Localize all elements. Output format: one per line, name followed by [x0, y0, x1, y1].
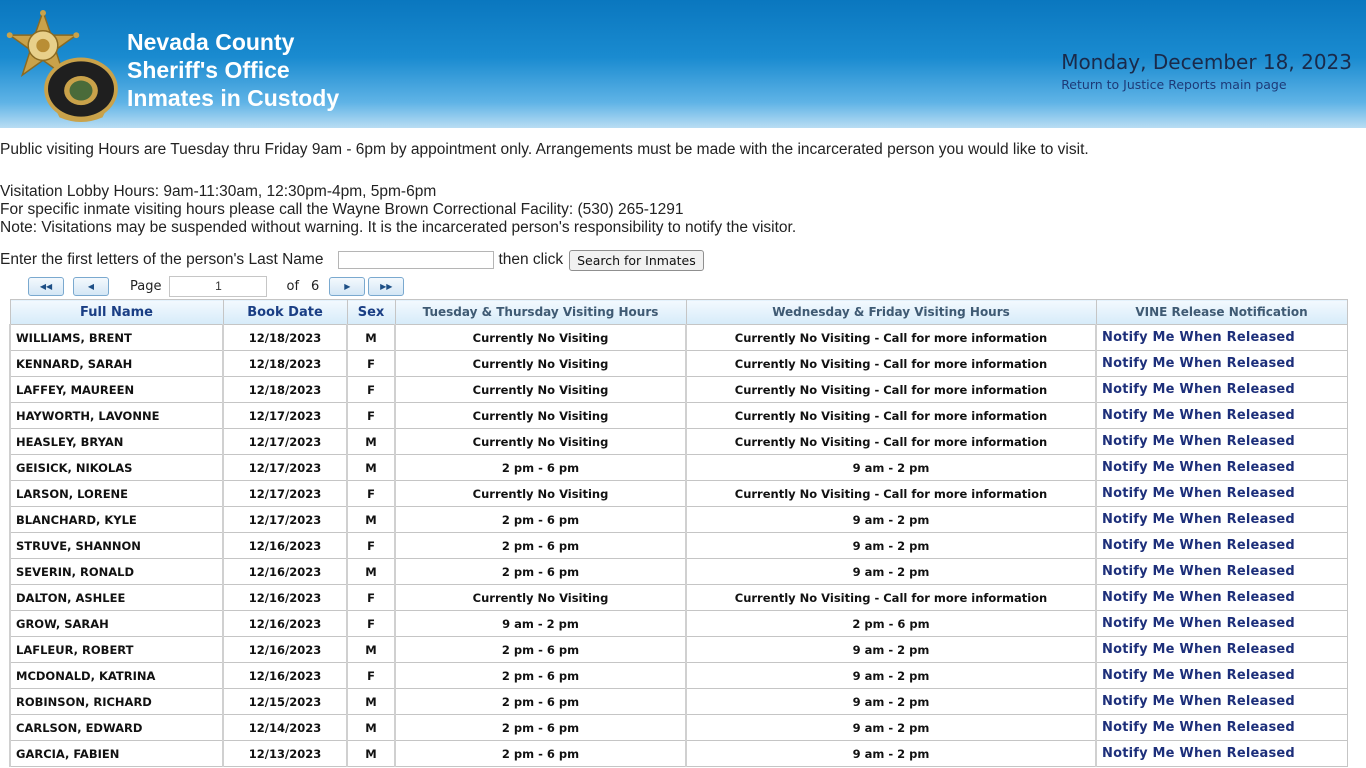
inmate-full-name: WILLIAMS, BRENT	[10, 325, 223, 351]
table-row	[10, 689, 1347, 715]
wed-fri-hours: Currently No Visiting - Call for more information	[686, 481, 1096, 507]
inmate-full-name: LARSON, LORENE	[10, 481, 223, 507]
inmate-full-name: ROBINSON, RICHARD	[10, 689, 223, 715]
book-date: 12/18/2023	[223, 325, 347, 351]
book-date: 12/18/2023	[223, 351, 347, 377]
notify-me-link[interactable]: Notify Me When Released	[1096, 741, 1347, 767]
pager	[28, 276, 404, 296]
wed-fri-hours: Currently No Visiting - Call for more information	[686, 403, 1096, 429]
sex: M	[347, 429, 395, 455]
wed-fri-hours: Currently No Visiting - Call for more information	[686, 351, 1096, 377]
prev-page-button[interactable]	[73, 277, 109, 296]
notify-me-link[interactable]: Notify Me When Released	[1096, 663, 1347, 689]
wed-fri-hours: 9 am - 2 pm	[686, 533, 1096, 559]
tue-thu-hours: 2 pm - 6 pm	[395, 455, 686, 481]
inmate-full-name: GROW, SARAH	[10, 611, 223, 637]
inmate-full-name: LAFFEY, MAUREEN	[10, 377, 223, 403]
book-date: 12/17/2023	[223, 403, 347, 429]
book-date: 12/14/2023	[223, 715, 347, 741]
last-name-search-input[interactable]	[338, 251, 494, 269]
col-header-vine-notification: VINE Release Notification	[1096, 300, 1347, 325]
date-block	[1061, 50, 1352, 92]
sex: M	[347, 637, 395, 663]
tue-thu-hours: Currently No Visiting	[395, 481, 686, 507]
sex: F	[347, 663, 395, 689]
book-date: 12/16/2023	[223, 611, 347, 637]
notify-me-link[interactable]: Notify Me When Released	[1096, 637, 1347, 663]
tue-thu-hours: Currently No Visiting	[395, 351, 686, 377]
sex: M	[347, 689, 395, 715]
sex: M	[347, 455, 395, 481]
sex: F	[347, 585, 395, 611]
table-row	[10, 663, 1347, 689]
sex: M	[347, 741, 395, 767]
inmate-full-name: LAFLEUR, ROBERT	[10, 637, 223, 663]
col-header-tue-thu-hours: Tuesday & Thursday Visiting Hours	[395, 300, 686, 325]
table-row	[10, 637, 1347, 663]
book-date: 12/16/2023	[223, 663, 347, 689]
sex: F	[347, 481, 395, 507]
inmate-full-name: GEISICK, NIKOLAS	[10, 455, 223, 481]
prev-page-icon: ◀	[87, 281, 95, 291]
sex: M	[347, 507, 395, 533]
page-number-input[interactable]	[169, 276, 267, 297]
inmate-full-name: HEASLEY, BRYAN	[10, 429, 223, 455]
tue-thu-hours: Currently No Visiting	[395, 403, 686, 429]
book-date: 12/17/2023	[223, 481, 347, 507]
tue-thu-hours: 2 pm - 6 pm	[395, 559, 686, 585]
inmate-full-name: CARLSON, EDWARD	[10, 715, 223, 741]
first-page-button[interactable]	[28, 277, 64, 296]
tue-thu-hours: 2 pm - 6 pm	[395, 637, 686, 663]
page-title	[127, 28, 339, 112]
book-date: 12/16/2023	[223, 585, 347, 611]
table-row	[10, 741, 1347, 767]
site-header	[0, 0, 1366, 128]
col-header-full-name[interactable]: Full Name	[10, 300, 223, 325]
inmate-full-name: BLANCHARD, KYLE	[10, 507, 223, 533]
tue-thu-hours: 9 am - 2 pm	[395, 611, 686, 637]
col-header-sex[interactable]: Sex	[347, 300, 395, 325]
table-row	[10, 325, 1347, 351]
book-date: 12/17/2023	[223, 455, 347, 481]
search-row	[0, 249, 704, 271]
visiting-hours-notice: Public visiting Hours are Tuesday thru Friday 9am - 6pm by appointment only. Arrangements must be made with the incarcerated person you would like to visit.	[0, 141, 1089, 158]
inmate-full-name: GARCIA, FABIEN	[10, 741, 223, 767]
table-row	[10, 533, 1347, 559]
notify-me-link[interactable]: Notify Me When Released	[1096, 611, 1347, 637]
tue-thu-hours: 2 pm - 6 pm	[395, 715, 686, 741]
wed-fri-hours: 9 am - 2 pm	[686, 663, 1096, 689]
title-line-county: Nevada County	[127, 29, 295, 55]
tue-thu-hours: Currently No Visiting	[395, 585, 686, 611]
inmate-full-name: DALTON, ASHLEE	[10, 585, 223, 611]
notify-me-link[interactable]: Notify Me When Released	[1096, 715, 1347, 741]
suspension-note-text: Note: Visitations may be suspended without warning. It is the incarcerated person's responsibility to notify the visitor.	[0, 219, 797, 236]
inmate-full-name: KENNARD, SARAH	[10, 351, 223, 377]
book-date: 12/17/2023	[223, 429, 347, 455]
notify-me-link[interactable]: Notify Me When Released	[1096, 585, 1347, 611]
table-row	[10, 507, 1347, 533]
sex: M	[347, 559, 395, 585]
table-row	[10, 455, 1347, 481]
inmate-full-name: STRUVE, SHANNON	[10, 533, 223, 559]
notify-me-link[interactable]: Notify Me When Released	[1096, 325, 1347, 351]
table-row	[10, 559, 1347, 585]
wed-fri-hours: 9 am - 2 pm	[686, 689, 1096, 715]
tue-thu-hours: Currently No Visiting	[395, 325, 686, 351]
current-date: Monday, December 18, 2023	[1061, 50, 1352, 74]
wed-fri-hours: 9 am - 2 pm	[686, 455, 1096, 481]
col-header-book-date[interactable]: Book Date	[223, 300, 347, 325]
col-header-wed-fri-hours: Wednesday & Friday Visiting Hours	[686, 300, 1096, 325]
inmate-full-name: HAYWORTH, LAVONNE	[10, 403, 223, 429]
wed-fri-hours: Currently No Visiting - Call for more information	[686, 325, 1096, 351]
search-inmates-button[interactable]: Search for Inmates	[569, 250, 704, 271]
notify-me-link[interactable]: Notify Me When Released	[1096, 377, 1347, 403]
sex: F	[347, 611, 395, 637]
inmates-table	[9, 299, 1348, 767]
wed-fri-hours: 9 am - 2 pm	[686, 507, 1096, 533]
book-date: 12/17/2023	[223, 507, 347, 533]
sex: F	[347, 403, 395, 429]
sex: F	[347, 351, 395, 377]
lobby-hours-text: Visitation Lobby Hours: 9am-11:30am, 12:30pm-4pm, 5pm-6pm	[0, 183, 437, 200]
sex: F	[347, 533, 395, 559]
tue-thu-hours: 2 pm - 6 pm	[395, 533, 686, 559]
tue-thu-hours: 2 pm - 6 pm	[395, 741, 686, 767]
next-page-icon: ▶	[344, 281, 351, 291]
return-to-reports-link[interactable]: Return to Justice Reports main page	[1061, 77, 1287, 92]
first-page-icon: ◀◀	[39, 281, 53, 291]
book-date: 12/18/2023	[223, 377, 347, 403]
table-row	[10, 377, 1347, 403]
inmate-full-name: MCDONALD, KATRINA	[10, 663, 223, 689]
notify-me-link[interactable]: Notify Me When Released	[1096, 507, 1347, 533]
table-row	[10, 715, 1347, 741]
title-line-office: Sheriff's Office	[127, 57, 290, 83]
wed-fri-hours: 9 am - 2 pm	[686, 715, 1096, 741]
wed-fri-hours: Currently No Visiting - Call for more information	[686, 429, 1096, 455]
notify-me-link[interactable]: Notify Me When Released	[1096, 559, 1347, 585]
page-label: Page	[130, 278, 162, 294]
book-date: 12/15/2023	[223, 689, 347, 715]
notify-me-link[interactable]: Notify Me When Released	[1096, 481, 1347, 507]
table-row	[10, 403, 1347, 429]
tue-thu-hours: Currently No Visiting	[395, 429, 686, 455]
tue-thu-hours: Currently No Visiting	[395, 377, 686, 403]
notify-me-link[interactable]: Notify Me When Released	[1096, 429, 1347, 455]
book-date: 12/16/2023	[223, 559, 347, 585]
book-date: 12/16/2023	[223, 533, 347, 559]
wed-fri-hours: 9 am - 2 pm	[686, 637, 1096, 663]
title-line-inmates: Inmates in Custody	[127, 85, 340, 111]
table-header-row	[10, 300, 1347, 325]
tue-thu-hours: 2 pm - 6 pm	[395, 507, 686, 533]
sex: M	[347, 715, 395, 741]
next-page-button[interactable]	[329, 277, 365, 296]
sex: F	[347, 377, 395, 403]
notify-me-link[interactable]: Notify Me When Released	[1096, 455, 1347, 481]
notify-me-link[interactable]: Notify Me When Released	[1096, 689, 1347, 715]
inmate-full-name: SEVERIN, RONALD	[10, 559, 223, 585]
tue-thu-hours: 2 pm - 6 pm	[395, 689, 686, 715]
then-click-label: then click	[498, 251, 564, 268]
wed-fri-hours: 9 am - 2 pm	[686, 559, 1096, 585]
sex: M	[347, 325, 395, 351]
table-row	[10, 585, 1347, 611]
wed-fri-hours: Currently No Visiting - Call for more information	[686, 377, 1096, 403]
table-row	[10, 351, 1347, 377]
total-pages: 6	[311, 278, 320, 294]
last-page-button[interactable]	[368, 277, 404, 296]
book-date: 12/16/2023	[223, 637, 347, 663]
book-date: 12/13/2023	[223, 741, 347, 767]
notify-me-link[interactable]: Notify Me When Released	[1096, 351, 1347, 377]
wed-fri-hours: 2 pm - 6 pm	[686, 611, 1096, 637]
tue-thu-hours: 2 pm - 6 pm	[395, 663, 686, 689]
table-row	[10, 429, 1347, 455]
wed-fri-hours: Currently No Visiting - Call for more information	[686, 585, 1096, 611]
notify-me-link[interactable]: Notify Me When Released	[1096, 403, 1347, 429]
notify-me-link[interactable]: Notify Me When Released	[1096, 533, 1347, 559]
facility-phone-text: For specific inmate visiting hours please call the Wayne Brown Correctional Facility: (530) 265-1291	[0, 201, 684, 218]
last-page-icon: ▶▶	[380, 281, 393, 291]
table-row	[10, 611, 1347, 637]
wed-fri-hours: 9 am - 2 pm	[686, 741, 1096, 767]
of-label: of	[286, 278, 300, 294]
table-row	[10, 481, 1347, 507]
county-sheriff-patch-icon	[42, 56, 120, 122]
search-prompt-label: Enter the first letters of the person's Last Name	[0, 251, 324, 268]
